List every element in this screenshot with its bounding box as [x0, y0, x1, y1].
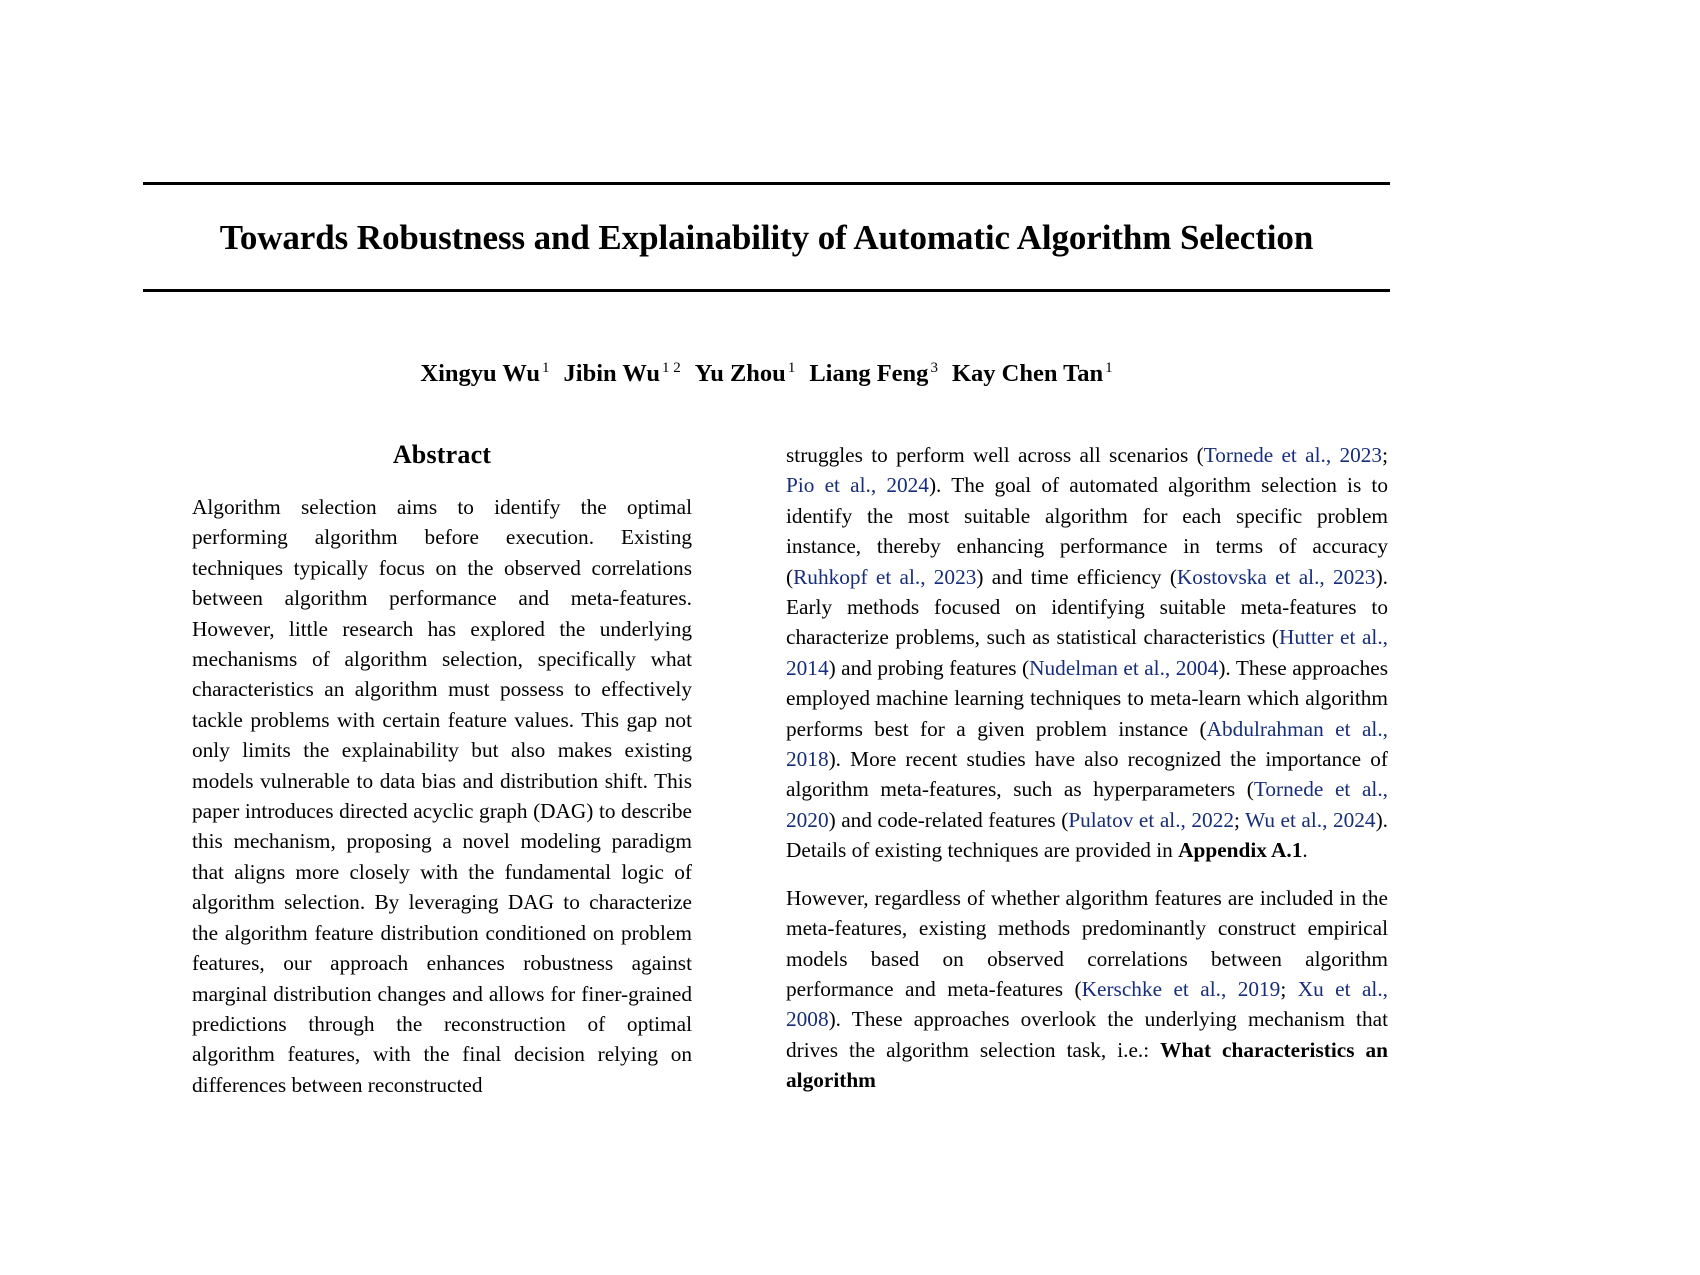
body-text: ). The goal of automated algorithm selection is to identify the most suitable algorithm for each specific problem instance, thereby enhancing performance in terms of accuracy ( [786, 473, 1388, 589]
author-affiliation-marker: 1 2 [662, 359, 681, 376]
body-text: However, regardless of whether algorithm features are included in the meta-features, existing methods predominantly construct empirical models based on observed correlations between algorithm performance and meta-features ( [786, 885, 1388, 1001]
body-text: struggles to perform well across all scenarios ( [786, 443, 1204, 467]
title-bottom-rule [143, 289, 1390, 292]
emphasis-text: What characteristics an algorithm [786, 1037, 1388, 1093]
citation-link[interactable]: Kostovska et al., 2023 [1176, 564, 1376, 589]
author-affiliation-marker: 3 [930, 359, 938, 376]
citation-link[interactable]: Ruhkopf et al., 2023 [793, 564, 977, 589]
author-name: Yu Zhou [694, 360, 786, 387]
page-title: Towards Robustness and Explainability of Automatic Algorithm Selection [219, 218, 1314, 257]
author-affiliation-marker: 1 [787, 359, 796, 376]
author-name: Xingyu Wu [420, 360, 541, 387]
author-entry [420, 360, 549, 387]
body-text: ) and time efficiency ( [976, 564, 1177, 589]
citation-link[interactable]: Pio et al., 2024 [786, 473, 929, 498]
body-text: ). These approaches overlook the underlying mechanism that drives the algorithm selection task, i.e.: [786, 1007, 1388, 1062]
citation-link[interactable]: Hutter et al., 2014 [786, 625, 1388, 680]
author-entry [695, 360, 796, 387]
body-text: ; [1280, 976, 1298, 1001]
citation-link[interactable]: Nudelman et al., 2004 [1029, 655, 1219, 680]
author-name: Liang Feng [809, 360, 929, 387]
body-text: ). These approaches employed machine learning techniques to meta-learn which algorithm performs best for a given problem instance ( [786, 655, 1388, 741]
author-entry [809, 360, 938, 387]
content-columns [0, 440, 1700, 1275]
citation-link[interactable]: Pulatov et al., 2022 [1068, 807, 1234, 832]
body-text: ) and probing features ( [828, 655, 1030, 680]
citation-link[interactable]: Kerschke et al., 2019 [1081, 976, 1281, 1001]
author-name: Kay Chen Tan [951, 360, 1104, 387]
abstract-heading: Abstract [392, 440, 492, 469]
body-text: ). Details of existing techniques are provided in [786, 807, 1388, 863]
body-text: ). More recent studies have also recognized the importance of algorithm meta-features, such as hyperparameters ( [786, 747, 1388, 802]
emphasis-text: Appendix A.1 [1178, 838, 1303, 863]
citation-link[interactable]: Abdulrahman et al., 2018 [786, 716, 1388, 772]
body-text: ) and code-related features ( [828, 807, 1069, 832]
intro-paragraph-2 [786, 883, 1388, 1096]
body-text: ). Early methods focused on identifying suitable meta-features to characterize problems, such as statistical characteristics ( [786, 564, 1388, 650]
introduction-column [786, 440, 1388, 1275]
author-entry [564, 360, 681, 387]
author-affiliation-marker: 1 [542, 359, 550, 376]
citation-link[interactable]: 2023 [1339, 443, 1383, 467]
author-list [143, 360, 1390, 388]
abstract-text: Algorithm selection aims to identify the optimal performing algorithm before execution. Existing techniques typically focus on the observed correlations between algorithm performance and meta-features. However, little research has explored the underlying mechanisms of algorithm selection, specifically what characteristics an algorithm must possess to effectively tackle problems with certain feature values. This gap not only limits the explainability but also makes existing models vulnerable to data bias and distribution shift. This paper introduces directed acyclic graph (DAG) to describe this mechanism, proposing a novel modeling paradigm that aligns more closely with the fundamental logic of algorithm selection. By leveraging DAG to characterize the algorithm feature distribution conditioned on problem features, our approach enhances robustness against marginal distribution changes and allows for finer-grained predictions through the reconstruction of optimal algorithm features, with the final decision relying on differences between reconstructed [192, 495, 692, 1097]
body-text: . [1302, 838, 1308, 863]
abstract-column [192, 440, 692, 1275]
citation-link[interactable]: Tornede et al., 2020 [786, 777, 1388, 832]
body-text: ; [1382, 443, 1388, 467]
citation-link[interactable]: Xu et al., 2008 [786, 976, 1388, 1032]
body-text: ; [1234, 807, 1246, 832]
citation-link[interactable]: Tornede et al., [1203, 443, 1332, 467]
citation-link[interactable]: Wu et al., 2024 [1245, 807, 1376, 832]
author-affiliation-marker: 1 [1105, 359, 1113, 376]
author-name: Jibin Wu [563, 360, 661, 387]
author-entry [952, 360, 1113, 387]
intro-paragraph-1 [786, 440, 1388, 866]
title-block [143, 182, 1390, 292]
